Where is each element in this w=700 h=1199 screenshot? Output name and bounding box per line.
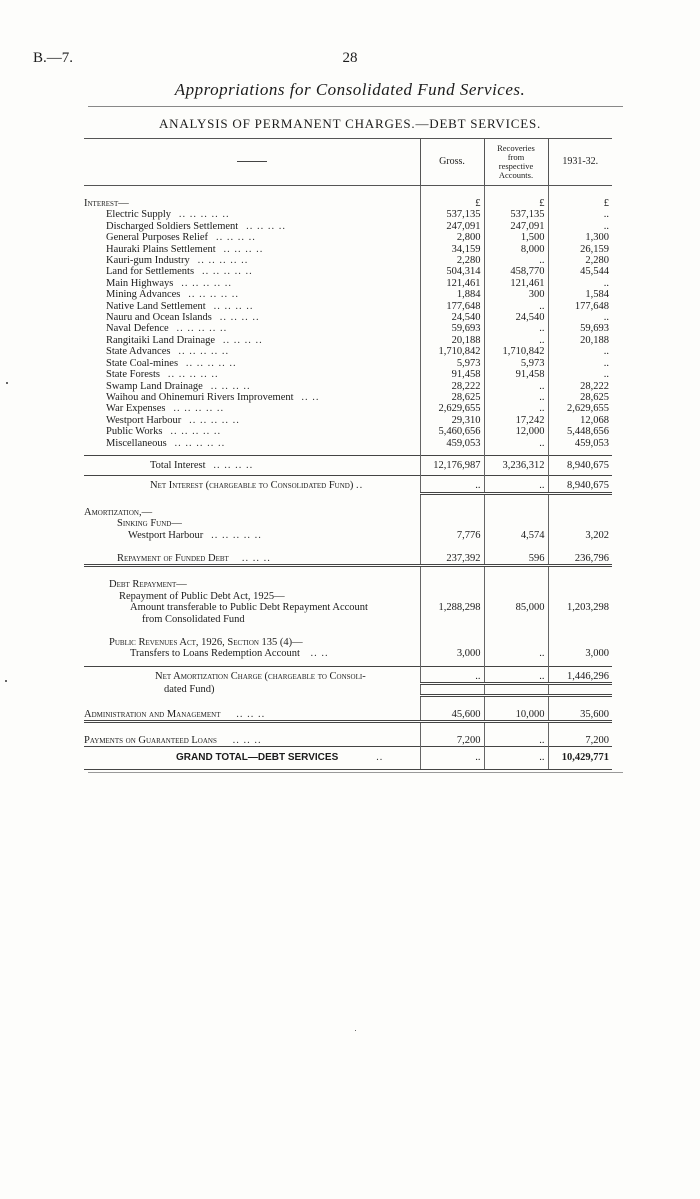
leader-dots: .. .. .. .. .. [176, 323, 228, 335]
interest-item-row [84, 323, 612, 334]
interest-item-row [84, 415, 612, 426]
interest-item-year: 1,584 [548, 289, 612, 300]
loans-redemption-year: 3,000 [548, 648, 612, 659]
grand-total-label: GRAND TOTAL—DEBT SERVICES .. [84, 747, 420, 769]
debt-repayment-heading-row [84, 579, 612, 590]
interest-item-label: State Forests .. .. .. .. .. [106, 369, 219, 381]
total-interest-gross: 12,176,987 [420, 455, 484, 475]
debt-repayment-heading: Debt Repayment— [109, 579, 187, 591]
interest-item-recoveries: 537,135 [484, 209, 548, 220]
grand-total-gross: .. [420, 747, 484, 769]
interest-item-recoveries: .. [484, 301, 548, 312]
interest-heading: Interest— [84, 198, 129, 209]
interest-item-row [84, 392, 612, 403]
debt-repayment-line-2: from Consolidated Fund [142, 613, 245, 625]
loans-redemption-label: Transfers to Loans Redemption Account .. .. [130, 648, 329, 660]
interest-rows [84, 209, 612, 449]
net-amortization-row [84, 666, 612, 683]
interest-item-recoveries: .. [484, 403, 548, 414]
interest-item-gross: 121,461 [420, 278, 484, 289]
leader-dots: .. .. .. .. .. [173, 403, 225, 415]
guaranteed-loans-recoveries: .. [484, 735, 548, 747]
gross-column-header: Gross. [420, 139, 484, 186]
interest-item-year: 2,629,655 [548, 403, 612, 414]
debt-services-table [84, 138, 612, 770]
interest-item-recoveries: .. [484, 392, 548, 403]
interest-item-year: 5,448,656 [548, 426, 612, 437]
interest-item-year: .. [548, 278, 612, 289]
net-amortization-line-1: Net Amortization Charge (chargeable to Consoli- [84, 666, 420, 683]
interest-item-gross: 247,091 [420, 221, 484, 232]
interest-item-year: 26,159 [548, 244, 612, 255]
leader-dots: .. .. [301, 391, 320, 403]
interest-item-year: 177,648 [548, 301, 612, 312]
interest-item-label: Discharged Soldiers Settlement .. .. .. .. [106, 220, 286, 232]
leader-dots: .. .. .. .. .. [201, 266, 253, 278]
table-subtitle: ANALYSIS OF PERMANENT CHARGES.—DEBT SERVICES. [158, 116, 542, 131]
header-row [84, 139, 612, 186]
interest-item-recoveries: .. [484, 323, 548, 334]
interest-item-year: 59,693 [548, 323, 612, 334]
net-amortization-year: 1,446,296 [548, 666, 612, 683]
leader-dots: .. .. .. .. .. [178, 209, 230, 221]
recoveries-header-line-3: respective [498, 161, 534, 171]
net-interest-year: 8,940,675 [548, 476, 612, 493]
interest-item-label: Native Land Settlement .. .. .. .. [106, 300, 254, 312]
spacer-row [84, 541, 612, 553]
public-revenues-heading-row [84, 637, 612, 648]
interest-item-recoveries: 300 [484, 289, 548, 300]
sinking-fund-heading-row [84, 518, 612, 529]
interest-item-gross: 5,973 [420, 358, 484, 369]
westport-sinking-recoveries: 4,574 [484, 530, 548, 541]
loans-redemption-recoveries: .. [484, 648, 548, 659]
spacer-row [84, 186, 612, 199]
total-interest-recoveries: 3,236,312 [484, 455, 548, 475]
grand-total-recoveries: .. [484, 747, 548, 769]
interest-item-row [84, 209, 612, 220]
interest-item-recoveries: .. [484, 438, 548, 449]
interest-item-gross: 504,314 [420, 266, 484, 277]
westport-sinking-label: Westport Harbour .. .. .. .. .. [128, 529, 262, 541]
interest-item-gross: 20,188 [420, 335, 484, 346]
leader-dots: .. .. .. .. [215, 232, 256, 244]
net-interest-label: Net Interest (chargeable to Consolidated Fund) .. [84, 476, 420, 493]
interest-item-label: Hauraki Plains Settlement .. .. .. .. [106, 243, 264, 255]
loans-redemption-gross: 3,000 [420, 648, 484, 659]
interest-item-gross: 91,458 [420, 369, 484, 380]
debt-repayment-act: Repayment of Public Debt Act, 1925— [119, 590, 285, 602]
recoveries-currency: £ [484, 198, 548, 209]
loans-redemption-row [84, 648, 612, 659]
interest-item-gross: 2,280 [420, 255, 484, 266]
public-revenues-heading: Public Revenues Act, 1926, Section 135 (4)— [109, 637, 303, 648]
interest-item-recoveries: 121,461 [484, 278, 548, 289]
interest-item-label: Westport Harbour .. .. .. .. .. [106, 414, 240, 426]
interest-item-label: Rangitaiki Land Drainage .. .. .. .. [106, 334, 263, 346]
interest-item-recoveries: 1,500 [484, 232, 548, 243]
header-dash [237, 161, 267, 162]
label-column-header [84, 139, 420, 186]
debt-repayment-act-row [84, 591, 612, 602]
spacer-row [84, 695, 612, 709]
interest-item-label: Kauri-gum Industry .. .. .. .. .. [106, 255, 249, 267]
guaranteed-loans-row [84, 735, 612, 747]
interest-item-row [84, 301, 612, 312]
funded-debt-row [84, 553, 612, 566]
interest-item-row [84, 232, 612, 243]
interest-item-row [84, 255, 612, 266]
net-interest-gross: .. [420, 476, 484, 493]
year-column-header: 1931-32. [548, 139, 612, 186]
report-reference: B.—7. [33, 50, 74, 66]
total-interest-year: 8,940,675 [548, 455, 612, 475]
leader-dots: .. .. .. .. [219, 312, 260, 324]
scan-speck [355, 1030, 356, 1031]
interest-item-row [84, 244, 612, 255]
interest-item-gross: 59,693 [420, 323, 484, 334]
spacer-row [84, 493, 612, 507]
leader-dots: .. .. .. .. .. [181, 277, 232, 289]
interest-item-gross: 537,135 [420, 209, 484, 220]
spacer-row [84, 566, 612, 580]
administration-gross: 45,600 [420, 709, 484, 722]
amortization-heading-row [84, 507, 612, 518]
interest-item-gross: 28,222 [420, 381, 484, 392]
net-amortization-gross: .. [420, 666, 484, 683]
leader-dots: .. .. .. .. .. [197, 255, 249, 267]
interest-item-row [84, 266, 612, 277]
westport-sinking-year: 3,202 [548, 530, 612, 541]
interest-item-year: .. [548, 346, 612, 357]
interest-item-label: Land for Settlements .. .. .. .. .. [106, 266, 253, 278]
interest-item-gross: 2,629,655 [420, 403, 484, 414]
interest-item-year: 459,053 [548, 438, 612, 449]
interest-item-gross: 24,540 [420, 312, 484, 323]
westport-sinking-row [84, 530, 612, 541]
administration-label: Administration and Management .. .. .. [84, 709, 420, 722]
interest-item-year: .. [548, 369, 612, 380]
interest-item-year: 20,188 [548, 335, 612, 346]
interest-item-recoveries: 12,000 [484, 426, 548, 437]
leader-dots: .. .. .. .. [223, 243, 264, 255]
funded-debt-gross: 237,392 [420, 553, 484, 566]
interest-item-gross: 459,053 [420, 438, 484, 449]
debt-repayment-gross: 1,288,298 [420, 602, 484, 613]
interest-item-label: Swamp Land Drainage .. .. .. .. [106, 380, 251, 392]
interest-item-year: .. [548, 221, 612, 232]
interest-item-recoveries: 1,710,842 [484, 346, 548, 357]
interest-heading-row [84, 198, 612, 209]
funded-debt-year: 236,796 [548, 553, 612, 566]
westport-sinking-gross: 7,776 [420, 530, 484, 541]
debt-repayment-line-2-row [84, 614, 612, 625]
grand-total-row [84, 747, 612, 769]
interest-item-recoveries: 24,540 [484, 312, 548, 323]
interest-item-year: 2,280 [548, 255, 612, 266]
interest-item-row [84, 381, 612, 392]
interest-item-label: State Advances .. .. .. .. .. [106, 346, 230, 358]
interest-item-label: Nauru and Ocean Islands .. .. .. .. [106, 312, 260, 324]
spacer-row [84, 722, 612, 736]
interest-item-recoveries: 247,091 [484, 221, 548, 232]
interest-item-label: Naval Defence .. .. .. .. .. [106, 323, 228, 335]
interest-item-gross: 2,800 [420, 232, 484, 243]
page-number: 28 [342, 50, 358, 66]
interest-item-recoveries: 8,000 [484, 244, 548, 255]
interest-item-row [84, 426, 612, 437]
leader-dots: .. .. .. .. [213, 300, 254, 312]
interest-item-gross: 177,648 [420, 301, 484, 312]
interest-item-year: 1,300 [548, 232, 612, 243]
guaranteed-loans-year: 7,200 [548, 735, 612, 747]
debt-repayment-line-1: Amount transferable to Public Debt Repayment Account [130, 602, 368, 614]
interest-item-row [84, 438, 612, 449]
debt-repayment-year: 1,203,298 [548, 602, 612, 613]
leader-dots: .. .. .. .. .. [185, 357, 237, 369]
title-rule [88, 106, 623, 107]
interest-item-row [84, 289, 612, 300]
guaranteed-loans-label: Payments on Guaranteed Loans .. .. .. [84, 735, 262, 747]
leader-dots: .. .. .. .. .. [167, 369, 219, 381]
interest-item-recoveries: .. [484, 381, 548, 392]
net-interest-row [84, 476, 612, 493]
interest-item-recoveries: 17,242 [484, 415, 548, 426]
guaranteed-loans-gross: 7,200 [420, 735, 484, 747]
leader-dots: .. .. .. .. .. [174, 437, 226, 449]
recoveries-header-line-4: Accounts. [498, 170, 534, 180]
interest-item-year: 12,068 [548, 415, 612, 426]
leader-dots: .. .. .. .. [246, 220, 286, 232]
bottom-rule [88, 772, 623, 773]
leader-dots: .. .. .. .. .. [170, 426, 222, 438]
leader-dots: .. .. .. .. .. [188, 289, 239, 301]
recoveries-header-line-2: from [507, 152, 525, 162]
leader-dots: .. .. .. .. [222, 334, 263, 346]
interest-item-recoveries: 91,458 [484, 369, 548, 380]
interest-item-row [84, 335, 612, 346]
funded-debt-recoveries: 596 [484, 553, 548, 566]
interest-item-label: Main Highways .. .. .. .. .. [106, 277, 232, 289]
net-amortization-line-2-row [84, 684, 612, 695]
interest-item-gross: 34,159 [420, 244, 484, 255]
scan-speck [6, 382, 8, 384]
net-amortization-recoveries: .. [484, 666, 548, 683]
net-amortization-line-2: dated Fund) [164, 683, 215, 695]
interest-item-year: 45,544 [548, 266, 612, 277]
interest-item-row [84, 278, 612, 289]
interest-item-recoveries: 458,770 [484, 266, 548, 277]
administration-row [84, 709, 612, 722]
scan-speck [5, 680, 7, 682]
interest-item-row [84, 221, 612, 232]
interest-item-gross: 28,625 [420, 392, 484, 403]
interest-item-row [84, 312, 612, 323]
interest-item-label: Miscellaneous .. .. .. .. .. [106, 437, 226, 449]
interest-item-recoveries: .. [484, 255, 548, 266]
year-currency: £ [548, 198, 612, 209]
interest-item-label: Public Works .. .. .. .. .. [106, 426, 222, 438]
sinking-fund-heading: Sinking Fund— [117, 518, 182, 530]
interest-item-recoveries: .. [484, 335, 548, 346]
interest-item-gross: 5,460,656 [420, 426, 484, 437]
grand-total-year: 10,429,771 [548, 747, 612, 769]
interest-item-gross: 1,710,842 [420, 346, 484, 357]
gross-currency: £ [420, 198, 484, 209]
interest-item-year: .. [548, 312, 612, 323]
leader-dots: .. .. .. .. .. [189, 414, 240, 426]
debt-repayment-amount-row [84, 602, 612, 613]
total-interest-row [84, 455, 612, 475]
total-interest-label: Total Interest .. .. .. .. [84, 455, 420, 475]
interest-item-gross: 1,884 [420, 289, 484, 300]
funded-debt-label: Repayment of Funded Debt .. .. .. [84, 553, 420, 566]
page-title: Appropriations for Consolidated Fund Services. [174, 80, 526, 99]
interest-item-year: .. [548, 358, 612, 369]
administration-recoveries: 10,000 [484, 709, 548, 722]
administration-year: 35,600 [548, 709, 612, 722]
leader-dots: .. .. .. .. [210, 380, 251, 392]
leader-dots: .. .. .. .. .. [178, 346, 230, 358]
debt-repayment-recoveries: 85,000 [484, 602, 548, 613]
recoveries-header-line-1: Recoveries [497, 143, 535, 153]
interest-item-year: 28,222 [548, 381, 612, 392]
interest-item-row [84, 358, 612, 369]
recoveries-column-header [484, 139, 548, 186]
spacer-row [84, 625, 612, 637]
interest-item-gross: 29,310 [420, 415, 484, 426]
interest-item-recoveries: 5,973 [484, 358, 548, 369]
interest-item-label: Electric Supply .. .. .. .. .. [106, 209, 230, 221]
interest-item-row [84, 369, 612, 380]
interest-item-year: 28,625 [548, 392, 612, 403]
interest-item-label: Mining Advances .. .. .. .. .. [106, 289, 239, 301]
interest-item-label: Waihou and Ohinemuri Rivers Improvement .. .. [106, 391, 320, 403]
interest-item-year: .. [548, 209, 612, 220]
interest-item-label: General Purposes Relief .. .. .. .. [106, 232, 256, 244]
interest-item-label: War Expenses .. .. .. .. .. [106, 403, 225, 415]
amortization-heading: Amortization,— [84, 506, 153, 518]
interest-item-row [84, 403, 612, 414]
net-interest-recoveries: .. [484, 476, 548, 493]
interest-item-label: State Coal-mines .. .. .. .. .. [106, 357, 237, 369]
interest-item-row [84, 346, 612, 357]
